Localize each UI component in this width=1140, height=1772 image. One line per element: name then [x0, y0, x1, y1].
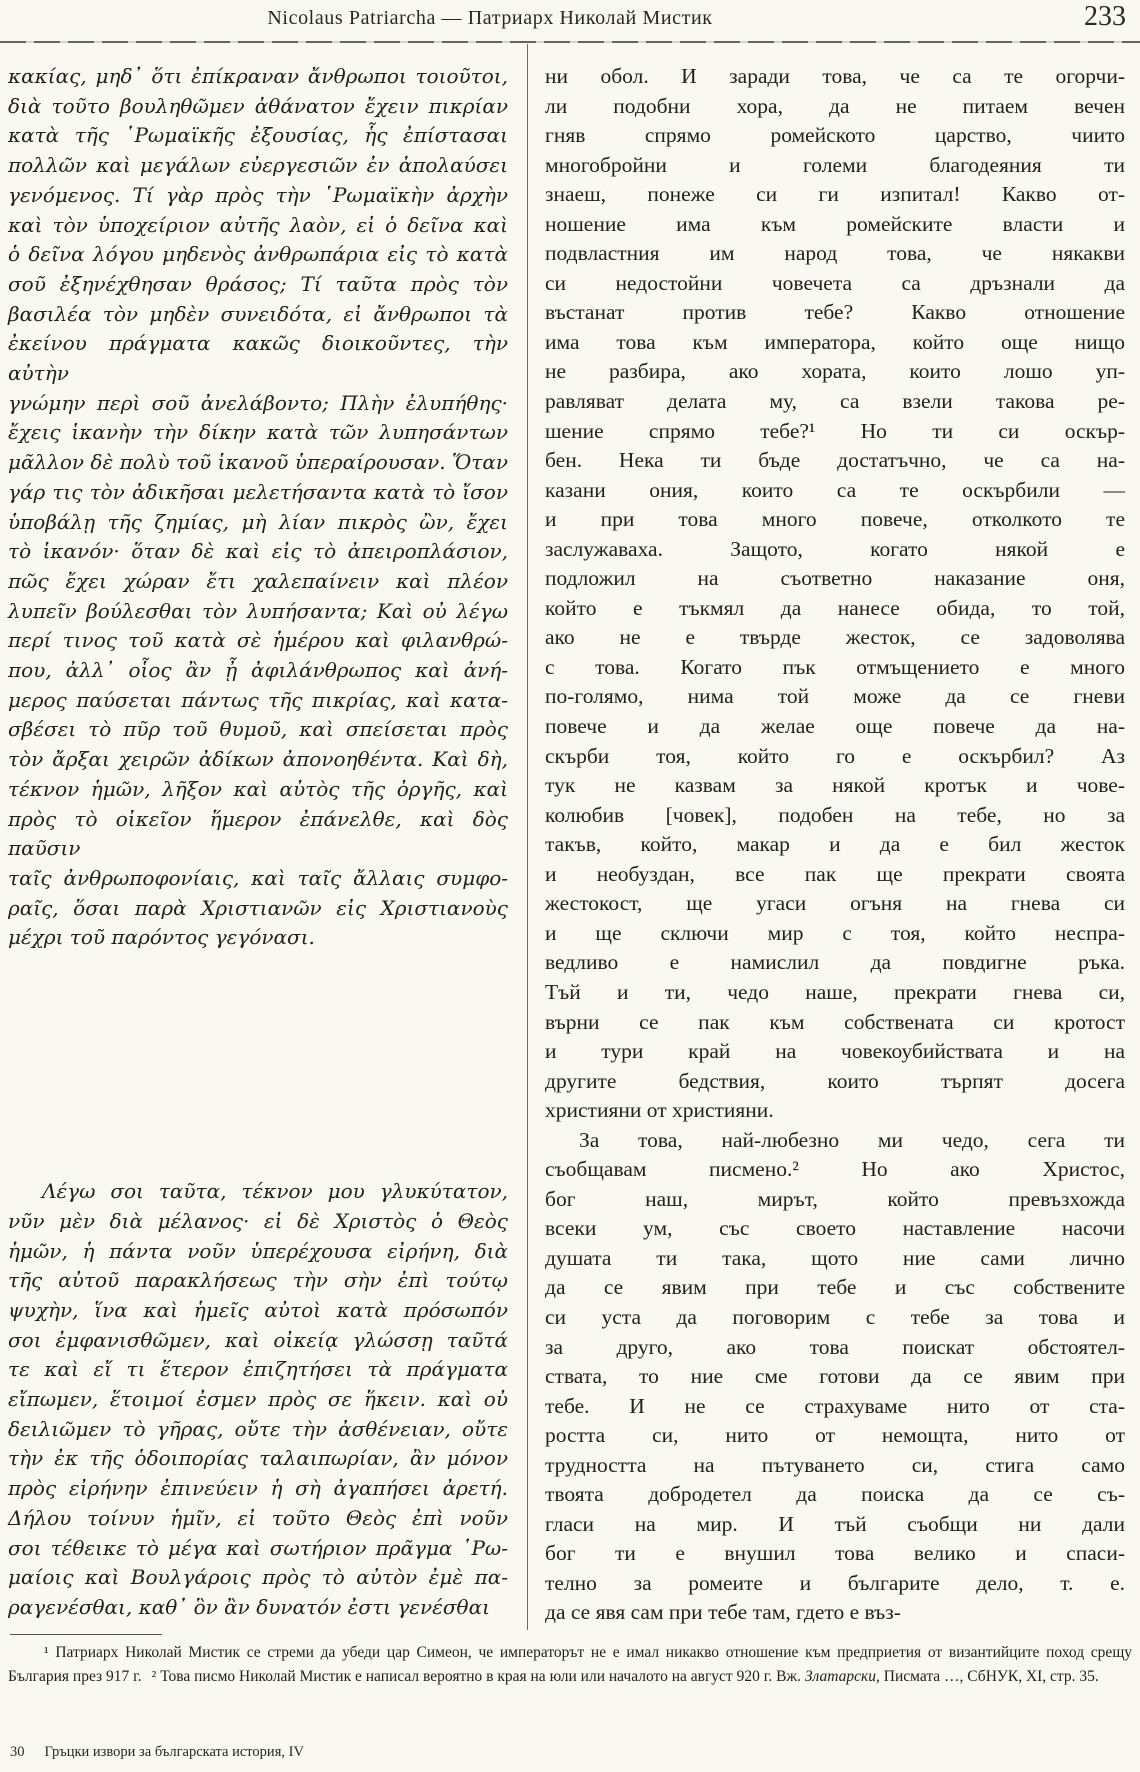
text-line: σβέσει τὸ πῦρ τοῦ θυμοῦ, καὶ σπείσεται πρὸς [8, 717, 508, 742]
text-line: Λέγω σοι ταῦτα, τέκνον μου γλυκύτατον, [42, 1179, 508, 1204]
text-line: равляват делата му, са взели такова ре- [545, 389, 1125, 414]
text-line: казани ония, които са те оскърбили — [545, 477, 1125, 502]
text-line: ако не е твърде жесток, се задоволява [545, 625, 1125, 650]
text-line: знаеш, понеже си ги изпитал! Какво от- [545, 182, 1125, 207]
bulgarian-paragraph-1 [545, 62, 1125, 1126]
text-line: съобщавам писмено.² Но ако Христос, [545, 1157, 1125, 1182]
text-line: който е тъкмял да нанесе обида, то той, [545, 595, 1125, 620]
greek-paragraph-2 [8, 1177, 508, 1623]
text-line: τέκνον ἡμῶν, λῆξον καὶ αὐτὸς τῆς ὀργῆς, καὶ [8, 776, 508, 801]
text-line: ведливо е намислил да повдигне ръка. [545, 950, 1125, 975]
text-line: ταῖς ἀνθρωποφονίαις, καὶ ταῖς ἄλλαις συμφο- [8, 865, 508, 890]
text-line: гняв спрямо ромейското царство, чиито [545, 123, 1125, 148]
text-line: περί τινος τοῦ κατὰ σὲ ἡμέρου καὶ φιλανθρώ- [8, 628, 508, 653]
text-line: ραῖς, ὅσαι παρὰ Χριστιανῶν εἰς Χριστιανοὺς [8, 895, 508, 920]
footnotes-block [8, 1641, 1132, 1689]
text-line: γάρ τις τὸν ἀδικῆσαι μελετήσαντα κατὰ τὸ ἴσον [8, 479, 508, 504]
text-line: πρὸς τὸ οἰκεῖον ἥμερον ἐπάνελθε, καὶ δὸς παῦσιν [8, 806, 508, 861]
running-header-title: Nicolaus Patriarcha — Патриарх Николай Мистик [267, 7, 713, 29]
text-line: тук не казвам за някой кротък и чове- [545, 773, 1125, 798]
text-line: върни се пак към собствената си кротост [545, 1009, 1125, 1034]
text-line: ὁ δεῖνα λόγου μηδενὸς ἀνθρωπάρια εἰς τὸ κατὰ [8, 242, 508, 267]
text-line: многобройни и големи благодеяния ти [545, 152, 1125, 177]
text-line: γνώμην περὶ σοῦ ἀνελάβοντο; Πλὴν ἐλυπήθης· [8, 390, 508, 415]
text-line: πολλῶν καὶ μεγάλων εὐεργεσιῶν ἐν ἀπολαύσει [8, 153, 508, 178]
header-rule [0, 41, 1140, 43]
text-line: που, ἀλλ᾽ οἷος ἂν ᾖ ἀφιλάνθρωπος καὶ ἀνή- [8, 658, 508, 683]
text-line: си уста да поговорим с тебе за това и [545, 1304, 1125, 1329]
text-line: и при това много повече, отколкото те [545, 507, 1125, 532]
bulgarian-translation-column [545, 62, 1125, 1628]
text-line: по-голямо, нима той може да се гневи [545, 684, 1125, 709]
text-line: Тъй и ти, чедо наше, прекрати гнева си, [545, 979, 1125, 1004]
text-line: ραγενέσθαι, καθ᾽ ὃν ἂν δυνατόν ἐστι γενέσθαι [8, 1594, 490, 1619]
text-line: σοι τέθεικε τὸ μέγα καὶ σωτήριον πρᾶγμα ῾Ρω- [8, 1535, 508, 1560]
text-line: ψυχὴν, ἵνα καὶ ἡμεῖς αὐτοὶ κατὰ πρόσωπόν [8, 1297, 508, 1322]
text-line: и ще сключи мир с тоя, който неспра- [545, 920, 1125, 945]
text-line: Δήλου τοίνυν ἡμῖν, εἰ τοῦτο Θεὸς ἐπὶ νοῦν [8, 1505, 508, 1530]
signature-number: 30 [10, 1744, 25, 1760]
text-line: νῦν μὲν διὰ μέλανος· εἰ δὲ Χριστὸς ὁ Θεὸς [8, 1208, 508, 1233]
text-line: си недостойни човечета са дръзнали да [545, 270, 1125, 295]
greek-text-column [8, 62, 508, 1623]
text-line: телно за ромеите и българите дело, т. е. [545, 1570, 1125, 1595]
text-line: σοῦ ἐξηνέχθησαν θράσος; Τί ταῦτα πρὸς τὸν [8, 271, 508, 296]
text-line: ношение има към ромейските власти и [545, 211, 1125, 236]
text-line: ни обол. И заради това, че са те огорчи- [545, 64, 1125, 88]
text-line: τῆς αὐτοῦ παρακλήσεως τὴν σὴν ἐπὶ τούτῳ [8, 1268, 508, 1293]
text-line: бог наш, мирът, който превъзхожда [545, 1186, 1125, 1211]
text-line: бен. Нека ти бъде достатъчно, че са на- [545, 448, 1125, 473]
text-line: ростта си, нито от немощта, нито от [545, 1423, 1125, 1448]
text-line: λυπεῖν βούλεσθαι τὸν λυπήσαντα; Καὶ οὐ λέγω [8, 598, 508, 623]
text-line: колюбив [човек], подобен на тебе, но за [545, 802, 1125, 827]
text-line: ἡμῶν, ἡ πάντα νοῦν ὑπερέχουσα εἰρήνη, διὰ [8, 1238, 508, 1263]
text-line: εἴπωμεν, ἕτοιμοί ἐσμεν πρὸς σε ἥκειν. καὶ οὐ [8, 1387, 508, 1412]
text-line: ствата, то ние сме готови да се явим при [545, 1364, 1125, 1389]
text-line: τὸν ἄρξαι χειρῶν ἀδίκων ἀπονοηθέντα. Καὶ δὴ, [8, 747, 508, 772]
text-line: подложил на съответно наказание оня, [545, 566, 1125, 591]
text-line: μαίοις καὶ Βουλγάροις πρὸς τὸ αὐτὸν ἐμὲ πα- [8, 1565, 508, 1590]
footnote-separator-rule [10, 1634, 162, 1635]
text-line: другите бедствия, които търпят досега [545, 1068, 1125, 1093]
text-line: за друго, ако това поискат обстоятел- [545, 1334, 1125, 1359]
text-line: τε καὶ εἴ τι ἕτερον ἐπιζητήσει τὰ πράγματα [8, 1357, 508, 1382]
text-line: ἔχεις ἱκανὴν τὴν δίκην κατὰ τῶν λυπησάντων [8, 420, 508, 445]
text-line: тебе. И не се страхуваме нито от ста- [545, 1393, 1125, 1418]
footnote-2-author: Златарски, [804, 1668, 880, 1685]
text-line: и тури край на човекоубийствата и на [545, 1039, 1125, 1064]
text-line: да се явим при тебе и със собствените [545, 1275, 1125, 1300]
text-line: δειλιῶμεν τὸ γῆρας, οὔτε τὴν ἀσθένειαν, οὔτε [8, 1416, 508, 1441]
text-line: скърби тоя, който го е оскърбил? Аз [545, 743, 1125, 768]
text-line: такъв, който, макар и да е бил жесток [545, 832, 1125, 857]
text-line: σοι ἐμφανισθῶμεν, καὶ οἰκείᾳ γλώσσῃ ταῦτά [8, 1327, 508, 1352]
text-line: ὑποβάλῃ τῆς ζημίας, μὴ λίαν πικρὸς ὢν, ἔχει [8, 509, 508, 534]
text-line: διὰ τοῦτο βουληθῶμεν ἀθάνατον ἔχειν πικρίαν [8, 93, 508, 118]
text-line: с това. Когато пък отмъщението е много [545, 654, 1125, 679]
printer-signature-line [10, 1744, 304, 1761]
signature-series-title: Гръцки извори за българската история, IV [44, 1744, 304, 1760]
bulgarian-paragraph-2 [545, 1126, 1125, 1628]
text-line: κακίας, μηδ᾽ ὅτι ἐπίκραναν ἄνθρωποι τοιοῦτοι, [8, 64, 508, 88]
footnote-2-citation: Писмата …, СбНУК, XI, стр. 35. [879, 1668, 1099, 1685]
text-line: заслужаваха. Защото, когато някой е [545, 536, 1125, 561]
footnote-2-text: ² Това писмо Николай Мистик е написал вероятно в края на юли или началото на август 920 г. Вж. [151, 1668, 805, 1685]
text-line: не разбира, ако хората, които лошо уп- [545, 359, 1125, 384]
text-line: въстанат против тебе? Какво отношение [545, 300, 1125, 325]
text-line: γενόμενος. Τί γὰρ πρὸς τὴν ῾Ρωμαϊκὴν ἀρχὴν [8, 182, 508, 207]
text-line: ли подобни хора, да не питаем вечен [545, 93, 1125, 118]
text-line: твоята добродетел да поиска да се съ- [545, 1482, 1125, 1507]
text-line: повече и да желае още повече да на- [545, 714, 1125, 739]
text-line: μέχρι τοῦ παρόντος γεγόνασι. [8, 925, 315, 950]
page-number: 233 [1084, 1, 1126, 32]
column-divider-rule [527, 44, 528, 1630]
text-line: бог ти е внушил това велико и спаси- [545, 1541, 1125, 1566]
text-line: душата ти така, щото ние сами лично [545, 1245, 1125, 1270]
footnote-1-text: ¹ Патриарх Николай Мистик се стреми да убеди цар Симеон, че императорът не е имал никакво отношение към предприетия от византийците поход срещу България през 917 г. [8, 1644, 1132, 1685]
text-line: τὴν ἐκ τῆς ὁδοιπορίας ταλαιπωρίαν, ἂν μόνον [8, 1446, 508, 1471]
text-line: βασιλέα τὸν μηδὲν συνειδότα, εἰ ἄνθρωποι τὰ [8, 301, 508, 326]
greek-paragraph-1 [8, 62, 508, 953]
text-line: гласи на мир. И тъй съобщи ни дали [545, 1511, 1125, 1536]
text-line: да се явя сам при тебе там, гдето е въз- [545, 1600, 901, 1625]
text-line: μᾶλλον δὲ πολὺ τοῦ ἱκανοῦ ὑπεραίρουσαν. Ὅταν [8, 450, 508, 475]
text-line: κατὰ τῆς ῾Ρωμαϊκῆς ἐξουσίας, ἧς ἐπίστασαι [8, 123, 508, 148]
text-line: и необуздан, все пак ще прекрати своята [545, 861, 1125, 886]
text-line: християни от християни. [545, 1098, 774, 1123]
text-line: има това към императора, който още нищо [545, 329, 1125, 354]
text-line: πῶς ἔχει χώραν ἔτι χαλεπαίνειν καὶ πλέον [8, 568, 508, 593]
text-line: шение спрямо тебе?¹ Но ти си оскър- [545, 418, 1125, 443]
text-line: подвластния им народ това, че някакви [545, 241, 1125, 266]
text-line: всеки ум, със своето наставление насочи [545, 1216, 1125, 1241]
text-line: πρὸς εἰρήνην ἐπινεύειν ἡ σὴ ἀγαπήσει ἀρετή. [8, 1476, 508, 1501]
text-line: трудността на пътуването си, стига само [545, 1452, 1125, 1477]
text-line: τὸ ἱκανόν· ὅταν δὲ καὶ εἰς τὸ ἀπειροπλάσιον, [8, 539, 508, 564]
text-line: За това, най-любезно ми чедо, сега ти [579, 1127, 1125, 1152]
text-line: μερος παύσεται πάντως τῆς πικρίας, καὶ κατα- [8, 687, 508, 712]
text-line: ἐκείνου πράγματα κακῶς διοικοῦντες, τὴν αὐτὴν [8, 331, 508, 386]
text-line: жестокост, ще угаси огъня на гнева си [545, 891, 1125, 916]
text-line: καὶ τὸν ὑποχείριον αὐτῆς λαὸν, εἰ ὁ δεῖνα καὶ [8, 212, 508, 237]
